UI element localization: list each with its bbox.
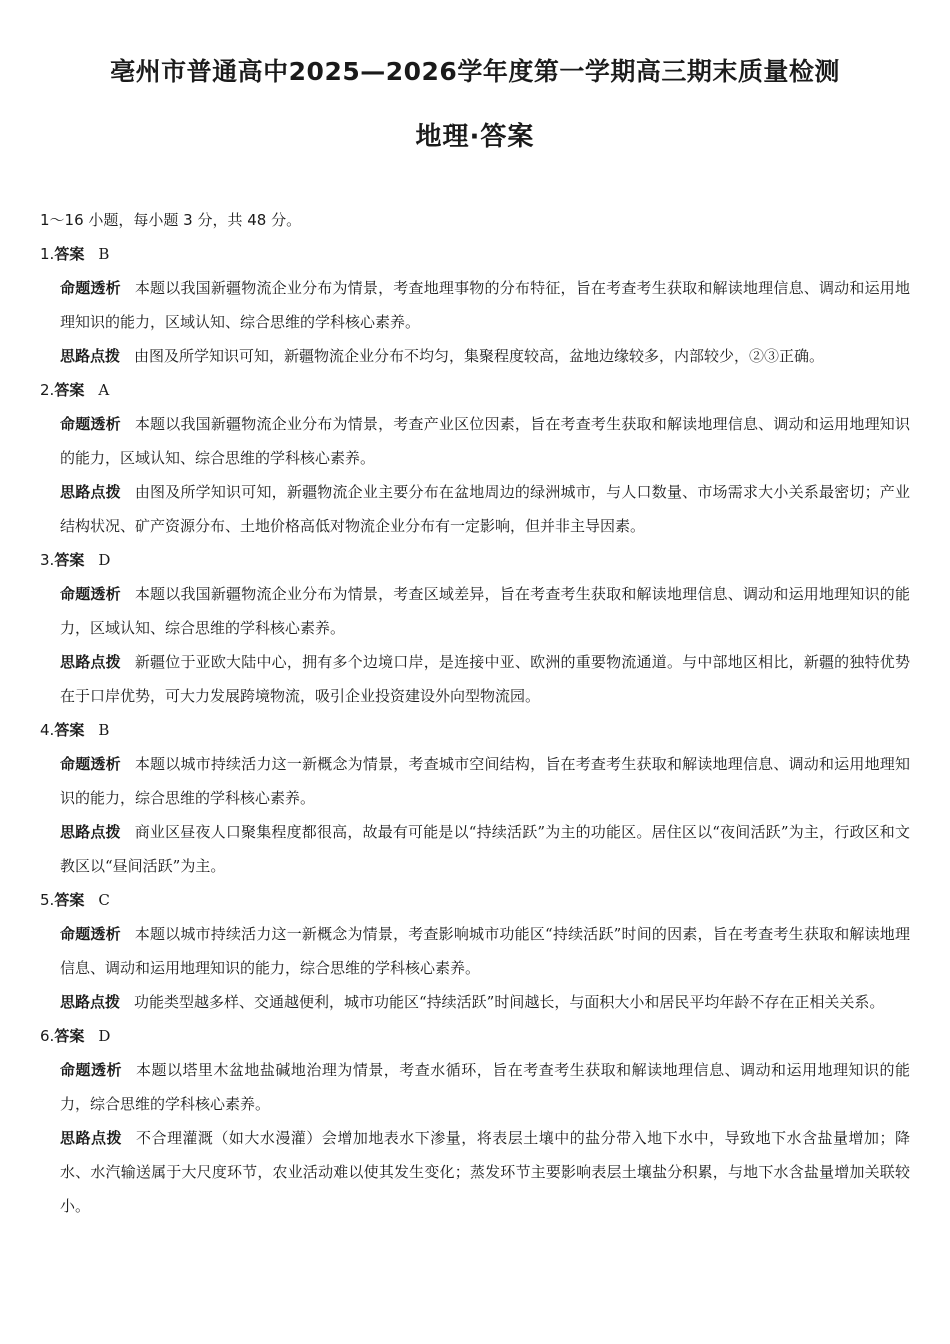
question-number: 5. xyxy=(40,891,55,909)
answer-label: 答案 xyxy=(54,551,85,569)
hint-text: 功能类型越多样、交通越便利，城市功能区“持续活跃”时间越长，与面积大小和居民平均年龄不存在正相关关系。 xyxy=(134,993,885,1011)
analysis-label: 命题透析 xyxy=(60,925,121,943)
hint-paragraph xyxy=(60,985,910,1019)
hint-label: 思路点拨 xyxy=(60,653,121,671)
answer-label: 答案 xyxy=(54,721,85,739)
analysis-paragraph xyxy=(60,747,910,815)
answer-value: B xyxy=(98,245,110,263)
analysis-text: 本题以我国新疆物流企业分布为情景，考查产业区位因素，旨在考查考生获取和解读地理信息、调动和运用地理知识的能力，区域认知、综合思维的学科核心素养。 xyxy=(60,415,910,467)
question-header xyxy=(40,237,910,271)
document-title: 亳州市普通高中2025—2026学年度第一学期高三期末质量检测 xyxy=(110,57,840,86)
question-number: 2. xyxy=(40,381,55,399)
question-number: 6. xyxy=(40,1027,55,1045)
hint-label: 思路点拨 xyxy=(60,483,121,501)
hint-label: 思路点拨 xyxy=(60,1129,122,1147)
hint-paragraph xyxy=(60,339,910,373)
question-number: 4. xyxy=(40,721,55,739)
document-subtitle: 地理·答案 xyxy=(415,122,535,152)
hint-text: 由图及所学知识可知，新疆物流企业主要分布在盆地周边的绿洲城市，与人口数量、市场需求大小关系最密切；产业结构状况、矿产资源分布、土地价格高低对物流企业分布有一定影响，但并非主导因素。 xyxy=(60,483,910,535)
analysis-text: 本题以城市持续活力这一新概念为情景，考查城市空间结构，旨在考查考生获取和解读地理信息、调动和运用地理知识的能力，综合思维的学科核心素养。 xyxy=(60,755,910,807)
hint-text: 不合理灌溉（如大水漫灌）会增加地表水下渗量，将表层土壤中的盐分带入地下水中，导致地下水含盐量增加；降水、水汽输送属于大尺度环节，农业活动难以使其发生变化；蒸发环节主要影响表层土壤盐分积累，与地下水含盐量增加关联较小。 xyxy=(60,1129,910,1215)
hint-paragraph xyxy=(60,645,910,713)
hint-text: 由图及所学知识可知，新疆物流企业分布不均匀，集聚程度较高，盆地边缘较多，内部较少，②③正确。 xyxy=(134,347,825,365)
analysis-label: 命题透析 xyxy=(60,1061,122,1079)
hint-label: 思路点拨 xyxy=(60,347,121,365)
question-header xyxy=(40,883,910,917)
analysis-label: 命题透析 xyxy=(60,415,121,433)
answer-label: 答案 xyxy=(54,381,85,399)
analysis-label: 命题透析 xyxy=(60,585,121,603)
answer-value: C xyxy=(98,891,110,909)
analysis-paragraph xyxy=(60,1053,910,1121)
analysis-text: 本题以我国新疆物流企业分布为情景，考查地理事物的分布特征，旨在考查考生获取和解读地理信息、调动和运用地理知识的能力，区域认知、综合思维的学科核心素养。 xyxy=(60,279,910,331)
question-header xyxy=(40,713,910,747)
answer-content xyxy=(40,203,910,1223)
question-number: 1. xyxy=(40,245,55,263)
question-header xyxy=(40,373,910,407)
analysis-paragraph xyxy=(60,407,910,475)
question-item xyxy=(40,713,910,883)
hint-text: 商业区昼夜人口聚集程度都很高，故最有可能是以“持续活跃”为主的功能区。居住区以“夜间活跃”为主，行政区和文教区以“昼间活跃”为主。 xyxy=(60,823,910,875)
hint-paragraph xyxy=(60,815,910,883)
question-item xyxy=(40,1019,910,1223)
analysis-text: 本题以塔里木盆地盐碱地治理为情景，考查水循环，旨在考查考生获取和解读地理信息、调动和运用地理知识的能力，综合思维的学科核心素养。 xyxy=(60,1061,910,1113)
analysis-text: 本题以城市持续活力这一新概念为情景，考查影响城市功能区“持续活跃”时间的因素，旨在考查考生获取和解读地理信息、调动和运用地理知识的能力，综合思维的学科核心素养。 xyxy=(60,925,910,977)
question-number: 3. xyxy=(40,551,55,569)
answer-value: B xyxy=(98,721,110,739)
question-item xyxy=(40,237,910,373)
question-header xyxy=(40,543,910,577)
analysis-label: 命题透析 xyxy=(60,755,121,773)
answer-label: 答案 xyxy=(54,891,85,909)
question-item xyxy=(40,543,910,713)
question-item xyxy=(40,883,910,1019)
analysis-paragraph xyxy=(60,917,910,985)
analysis-label: 命题透析 xyxy=(60,279,121,297)
hint-text: 新疆位于亚欧大陆中心，拥有多个边境口岸，是连接中亚、欧洲的重要物流通道。与中部地区相比，新疆的独特优势在于口岸优势，可大力发展跨境物流，吸引企业投资建设外向型物流园。 xyxy=(60,653,910,705)
question-header xyxy=(40,1019,910,1053)
hint-paragraph xyxy=(60,475,910,543)
hint-label: 思路点拨 xyxy=(60,823,121,841)
answer-label: 答案 xyxy=(54,1027,85,1045)
analysis-text: 本题以我国新疆物流企业分布为情景，考查区域差异，旨在考查考生获取和解读地理信息、调动和运用地理知识的能力，区域认知、综合思维的学科核心素养。 xyxy=(60,585,910,637)
answer-label: 答案 xyxy=(54,245,85,263)
hint-label: 思路点拨 xyxy=(60,993,121,1011)
hint-paragraph xyxy=(60,1121,910,1223)
analysis-paragraph xyxy=(60,271,910,339)
answer-value: A xyxy=(98,381,110,399)
section-intro: 1～16 小题，每小题 3 分，共 48 分。 xyxy=(40,211,302,229)
answer-value: D xyxy=(98,1027,111,1045)
question-item xyxy=(40,373,910,543)
analysis-paragraph xyxy=(60,577,910,645)
answer-value: D xyxy=(98,551,111,569)
